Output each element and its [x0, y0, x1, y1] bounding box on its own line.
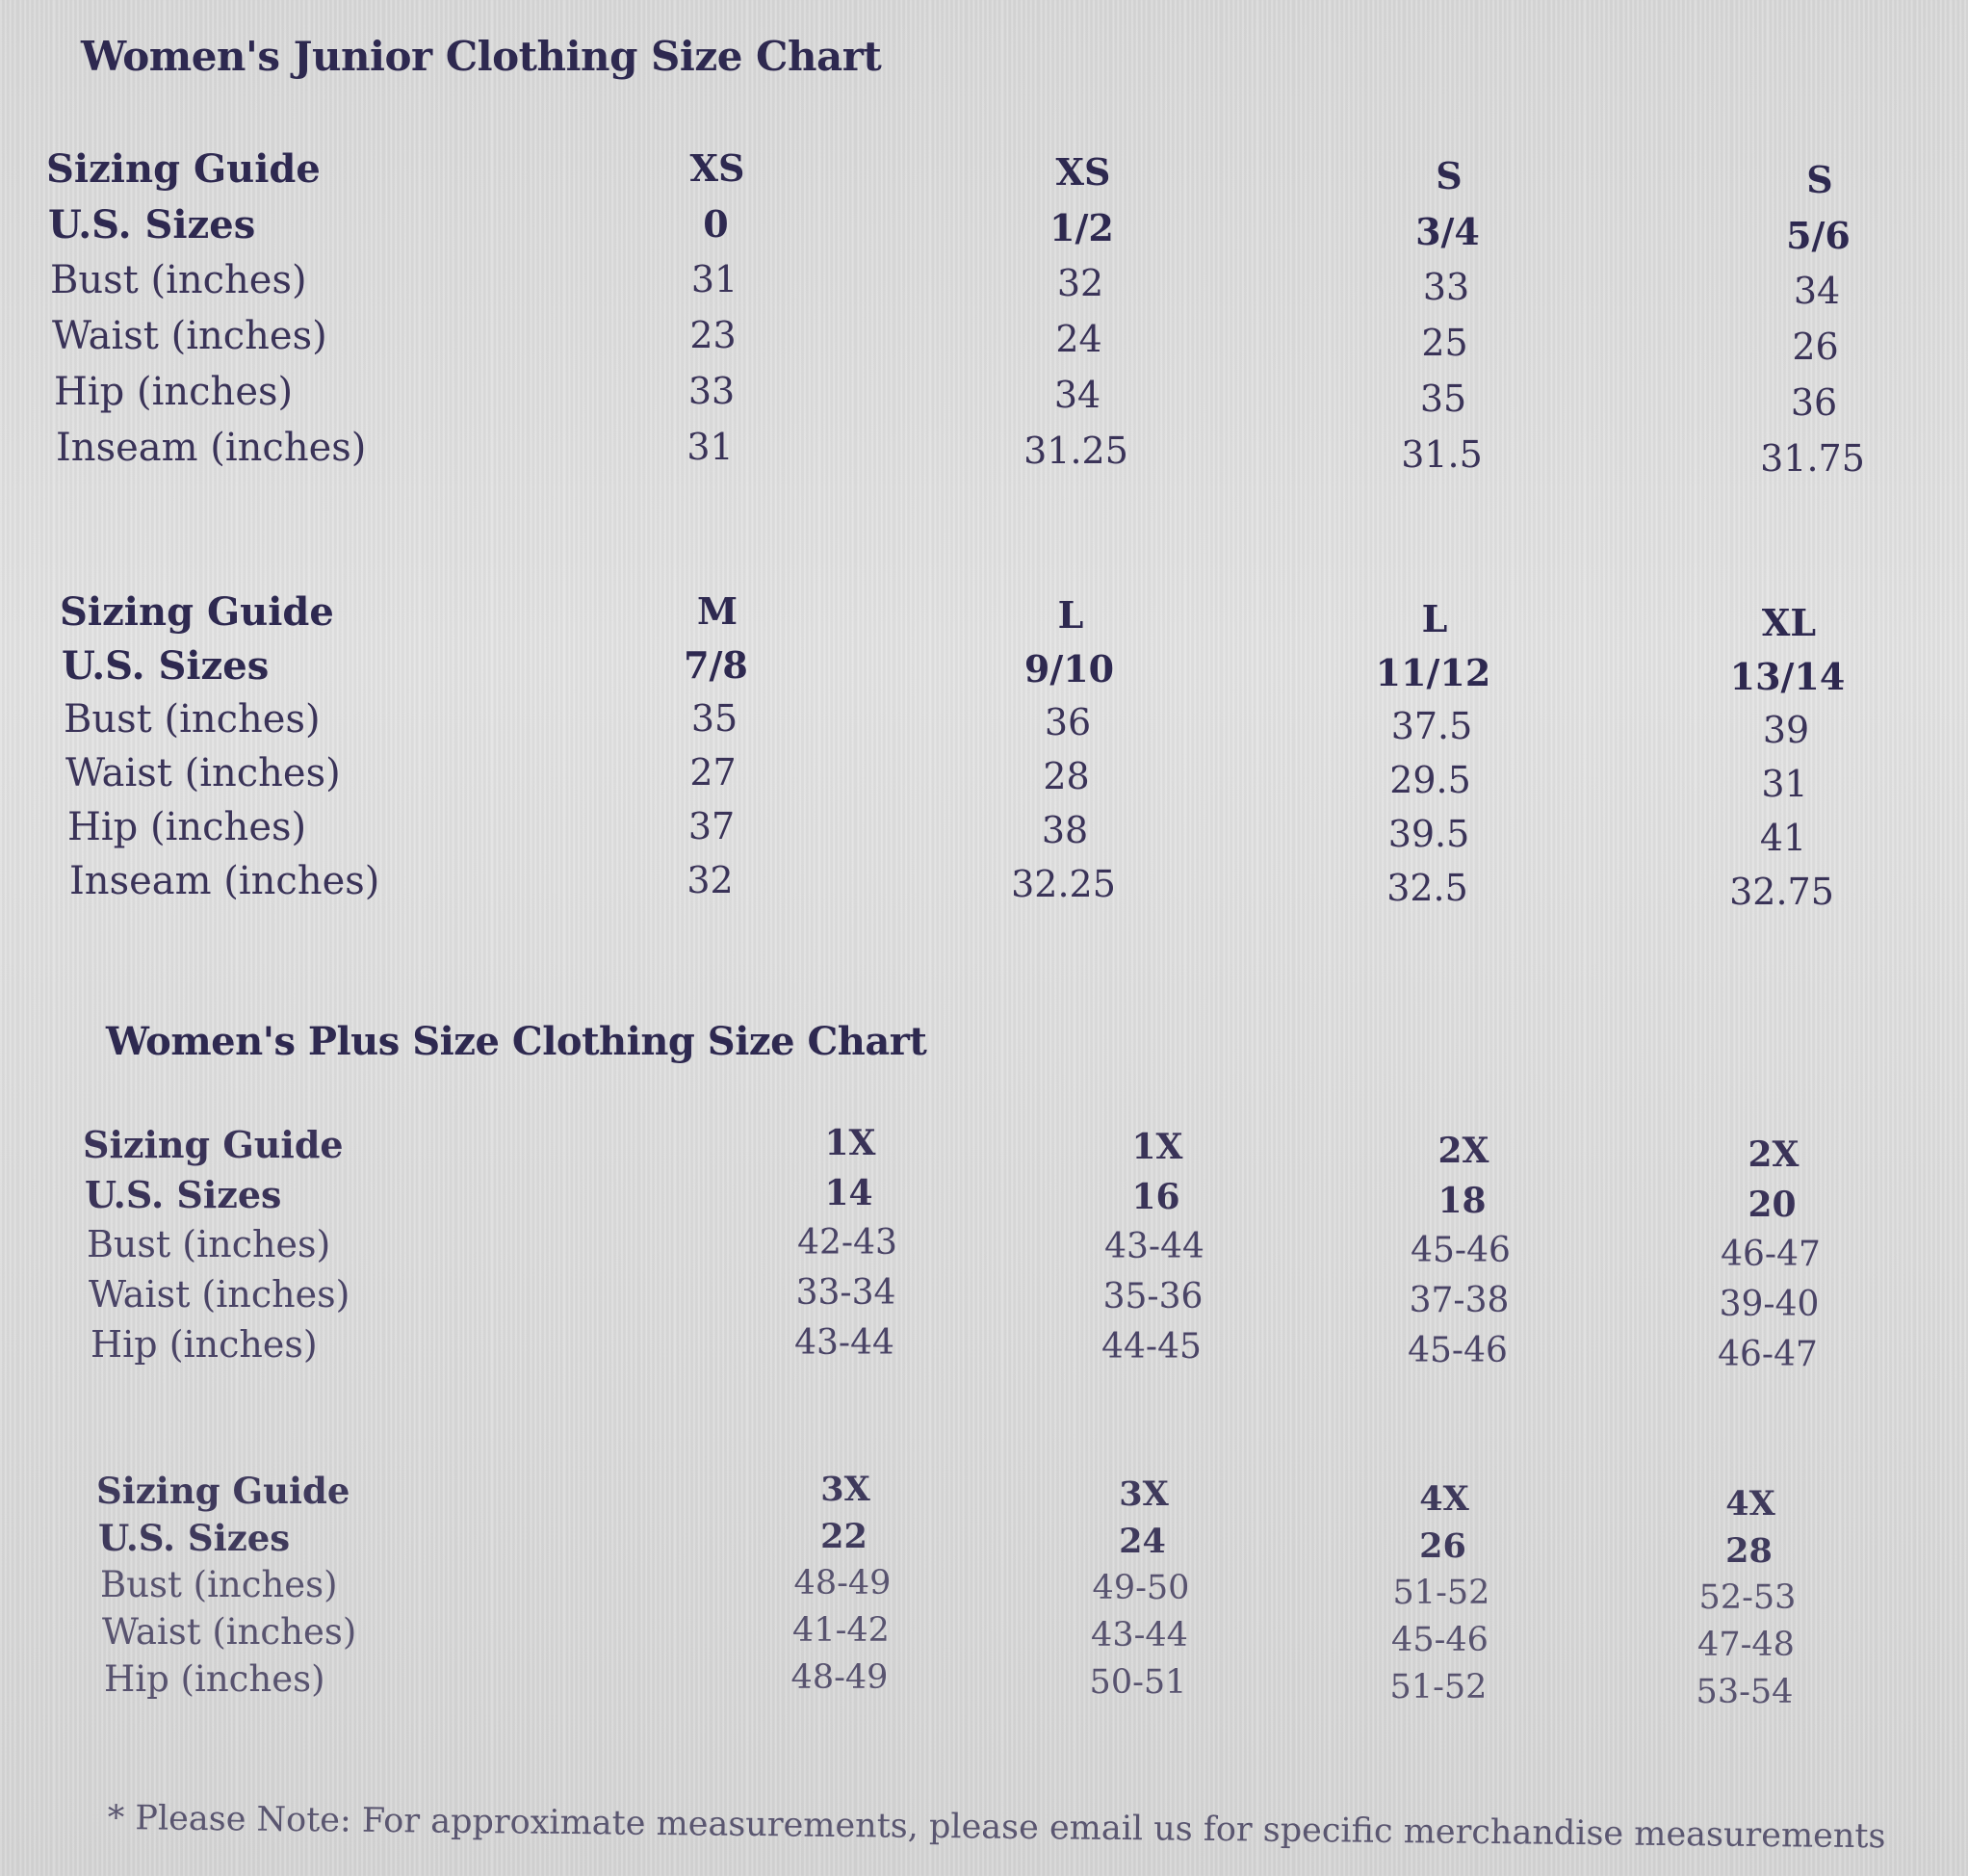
table-cell: 31.25	[1023, 430, 1128, 472]
table-cell: 1X	[824, 1123, 876, 1163]
table-cell: 32	[1056, 262, 1104, 304]
table-cell: 36	[1044, 701, 1092, 743]
table-row	[46, 314, 1968, 368]
table-cell: 24	[1055, 318, 1102, 360]
table-cell: 49-50	[1092, 1569, 1190, 1607]
table-cell: 24	[1119, 1522, 1166, 1561]
table-cell: 28	[1725, 1531, 1773, 1571]
table-cell: 33	[1422, 266, 1470, 308]
row-label: Inseam (inches)	[56, 426, 367, 470]
table-cell: 53-54	[1696, 1673, 1794, 1711]
table-cell: 3X	[1119, 1474, 1169, 1514]
row-label: Waist (inches)	[102, 1611, 357, 1653]
table-cell: 46-47	[1721, 1235, 1821, 1274]
table-cell: 20	[1748, 1185, 1797, 1225]
table-cell: 37-38	[1409, 1281, 1510, 1320]
table-cell: 52-53	[1698, 1578, 1797, 1617]
row-label: U.S. Sizes	[98, 1517, 291, 1559]
table-row	[96, 1611, 1968, 1665]
table-cell: 9/10	[1023, 647, 1115, 690]
table-cell: 39.5	[1387, 813, 1470, 855]
row-label: Inseam (inches)	[69, 859, 380, 903]
row-label: U.S. Sizes	[48, 202, 256, 248]
table-cell: 7/8	[684, 643, 748, 687]
table-cell: 13/14	[1729, 655, 1846, 698]
table-cell: 44-45	[1101, 1327, 1202, 1367]
table-cell: 27	[689, 751, 737, 794]
table-cell: 34	[1053, 374, 1101, 416]
table-cell: 31	[690, 258, 738, 300]
table-cell: 45-46	[1391, 1621, 1489, 1659]
table-cell: 47-48	[1697, 1626, 1795, 1664]
table-cell: 23	[689, 314, 737, 356]
table-cell: 33	[687, 370, 736, 412]
table-cell: 43-44	[794, 1323, 894, 1363]
table-row	[83, 1273, 1968, 1327]
row-label: Hip (inches)	[104, 1658, 325, 1700]
table-cell: 32	[686, 859, 734, 901]
junior-chart-title: Women's Junior Clothing Size Chart	[81, 33, 882, 80]
table-cell: 50-51	[1089, 1663, 1187, 1702]
table-cell: 32.75	[1729, 871, 1834, 913]
table-cell: 16	[1131, 1177, 1180, 1217]
table-row	[46, 426, 1968, 480]
table-cell: 35	[690, 697, 738, 740]
plus-chart-title: Women's Plus Size Clothing Size Chart	[106, 1019, 927, 1064]
table-cell: S	[1436, 154, 1463, 197]
table-cell: 28	[1043, 755, 1090, 797]
table-row	[46, 258, 1968, 312]
table-cell: 51-52	[1392, 1574, 1490, 1612]
table-cell: XS	[1055, 150, 1111, 194]
table-cell: 34	[1793, 270, 1841, 312]
table-row	[96, 1517, 1968, 1571]
table-cell: 29.5	[1389, 759, 1471, 801]
table-cell: 37	[687, 805, 736, 847]
table-row	[60, 643, 1968, 697]
row-label: Hip (inches)	[91, 1323, 318, 1366]
row-label: Hip (inches)	[67, 805, 307, 849]
table-row	[83, 1323, 1968, 1377]
table-cell: 4X	[1419, 1479, 1469, 1519]
table-row	[83, 1123, 1968, 1177]
table-row	[96, 1470, 1968, 1524]
table-cell: 26	[1792, 326, 1839, 368]
table-row	[46, 370, 1968, 424]
table-cell: 48-49	[790, 1658, 889, 1697]
table-cell: L	[1421, 597, 1448, 640]
table-row	[46, 146, 1968, 200]
table-cell: 39	[1762, 709, 1810, 751]
table-cell: 43-44	[1091, 1616, 1188, 1655]
table-cell: 25	[1421, 322, 1468, 364]
table-cell: 3X	[820, 1470, 870, 1509]
table-cell: 31	[1761, 763, 1808, 805]
table-cell: S	[1806, 158, 1833, 201]
row-label: Sizing Guide	[46, 146, 321, 192]
table-cell: 38	[1041, 809, 1089, 851]
table-cell: XL	[1761, 601, 1817, 644]
table-cell: 46-47	[1718, 1335, 1818, 1374]
table-row	[60, 697, 1968, 751]
table-cell: 45-46	[1408, 1331, 1508, 1370]
row-label: Sizing Guide	[60, 589, 334, 635]
row-label: U.S. Sizes	[62, 643, 270, 689]
table-cell: 48-49	[793, 1564, 892, 1602]
table-cell: 36	[1790, 381, 1838, 424]
table-cell: 35-36	[1102, 1277, 1204, 1316]
table-row	[96, 1658, 1968, 1712]
row-label: Bust (inches)	[64, 697, 321, 742]
table-row	[83, 1173, 1968, 1227]
row-label: Bust (inches)	[100, 1564, 338, 1605]
table-cell: 51-52	[1389, 1668, 1488, 1707]
table-cell: 31.5	[1401, 433, 1483, 476]
table-cell: 31	[686, 426, 734, 468]
table-cell: 31.75	[1760, 437, 1865, 480]
row-label: Sizing Guide	[96, 1470, 350, 1512]
table-row	[60, 751, 1968, 805]
row-label: Waist (inches)	[65, 751, 341, 795]
table-row	[60, 859, 1968, 913]
table-cell: 4X	[1725, 1484, 1775, 1524]
table-cell: 42-43	[797, 1223, 897, 1263]
table-cell: 14	[824, 1173, 873, 1213]
table-cell: XS	[689, 146, 745, 190]
table-cell: 32.25	[1011, 863, 1116, 905]
table-row	[60, 805, 1968, 859]
table-row	[83, 1223, 1968, 1277]
measurement-note: * Please Note: For approximate measurements, please email us for specific merchandise measurements	[107, 1799, 1886, 1857]
table-cell: 18	[1437, 1181, 1487, 1221]
table-cell: 26	[1419, 1526, 1466, 1566]
table-cell: 1/2	[1049, 206, 1114, 249]
row-label: Waist (inches)	[89, 1273, 350, 1316]
row-label: Bust (inches)	[50, 258, 307, 302]
table-cell: 3/4	[1415, 210, 1480, 253]
table-cell: 45-46	[1411, 1231, 1511, 1270]
row-label: Sizing Guide	[83, 1123, 344, 1166]
table-cell: 11/12	[1375, 651, 1491, 694]
table-cell: 1X	[1131, 1127, 1183, 1167]
table-cell: 35	[1419, 378, 1467, 420]
table-cell: 2X	[1748, 1134, 1800, 1175]
table-cell: 33-34	[795, 1273, 896, 1313]
table-cell: 43-44	[1104, 1227, 1204, 1266]
row-label: Hip (inches)	[54, 370, 294, 414]
table-cell: 39-40	[1719, 1285, 1820, 1324]
table-cell: 32.5	[1386, 867, 1468, 909]
table-cell: 41	[1759, 817, 1807, 859]
table-cell: 5/6	[1786, 214, 1851, 257]
table-row	[96, 1564, 1968, 1618]
row-label: Waist (inches)	[52, 314, 327, 358]
table-row	[60, 589, 1968, 643]
table-cell: 37.5	[1390, 705, 1473, 747]
table-cell: 22	[820, 1517, 867, 1556]
table-cell: M	[696, 589, 738, 633]
table-cell: 0	[703, 202, 729, 246]
table-cell: L	[1057, 593, 1084, 637]
row-label: U.S. Sizes	[85, 1173, 282, 1216]
table-row	[46, 202, 1968, 256]
table-cell: 41-42	[792, 1611, 890, 1650]
row-label: Bust (inches)	[87, 1223, 331, 1265]
table-cell: 2X	[1437, 1131, 1489, 1171]
